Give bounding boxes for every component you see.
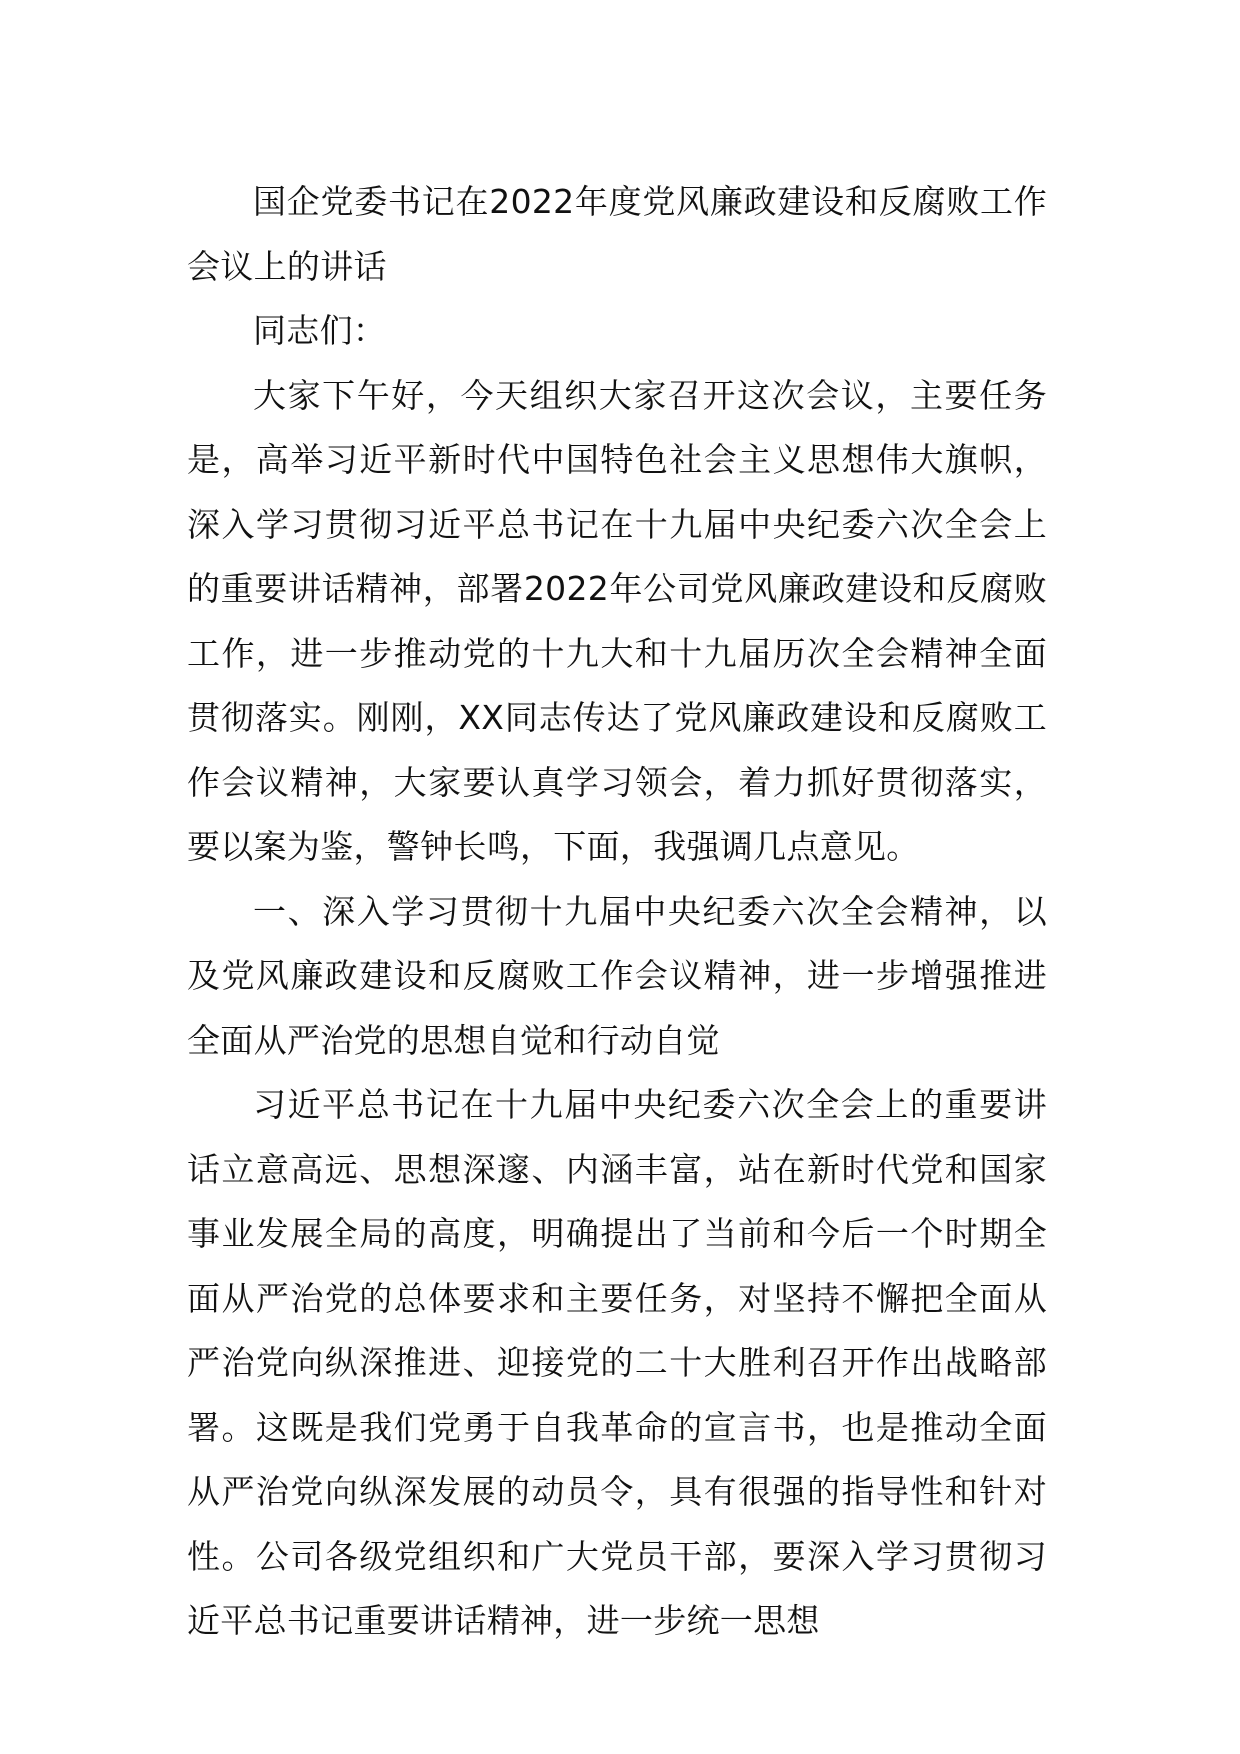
- document-title: 国企党委书记在2022年度党风廉政建设和反腐败工作会议上的讲话: [187, 182, 1047, 286]
- paragraph-opening: 大家下午好，今天组织大家召开这次会议，主要任务是，高举习近平新时代中国特色社会主义思想伟大旗帜，深入学习贯彻习近平总书记在十九届中央纪委六次全会上的重要讲话精神，部署2022年公司党风廉政建设和反腐败工作，进一步推动党的十九大和十九届历次全会精神全面贯彻落实。刚刚，XX同志传达了党风廉政建设和反腐败工作会议精神，大家要认真学习领会，着力抓好贯彻落实，要以案为鉴，警钟长鸣，下面，我强调几点意见。: [187, 375, 1047, 866]
- section-heading-1: 一、深入学习贯彻十九届中央纪委六次全会精神，以及党风廉政建设和反腐败工作会议精神，进一步增强推进全面从严治党的思想自觉和行动自觉: [187, 891, 1047, 1060]
- paragraph-body: 习近平总书记在十九届中央纪委六次全会上的重要讲话立意高远、思想深邃、内涵丰富，站在新时代党和国家事业发展全局的高度，明确提出了当前和今后一个时期全面从严治党的总体要求和主要任务，对坚持不懈把全面从严治党向纵深推进、迎接党的二十大胜利召开作出战略部署。这既是我们党勇于自我革命的宣言书，也是推动全面从严治党向纵深发展的动员令，具有很强的指导性和针对性。公司各级党组织和广大党员干部，要深入学习贯彻习近平总书记重要讲话精神，进一步统一思想: [187, 1085, 1047, 1640]
- salutation: 同志们：: [253, 311, 387, 350]
- document-body: [187, 170, 1047, 1654]
